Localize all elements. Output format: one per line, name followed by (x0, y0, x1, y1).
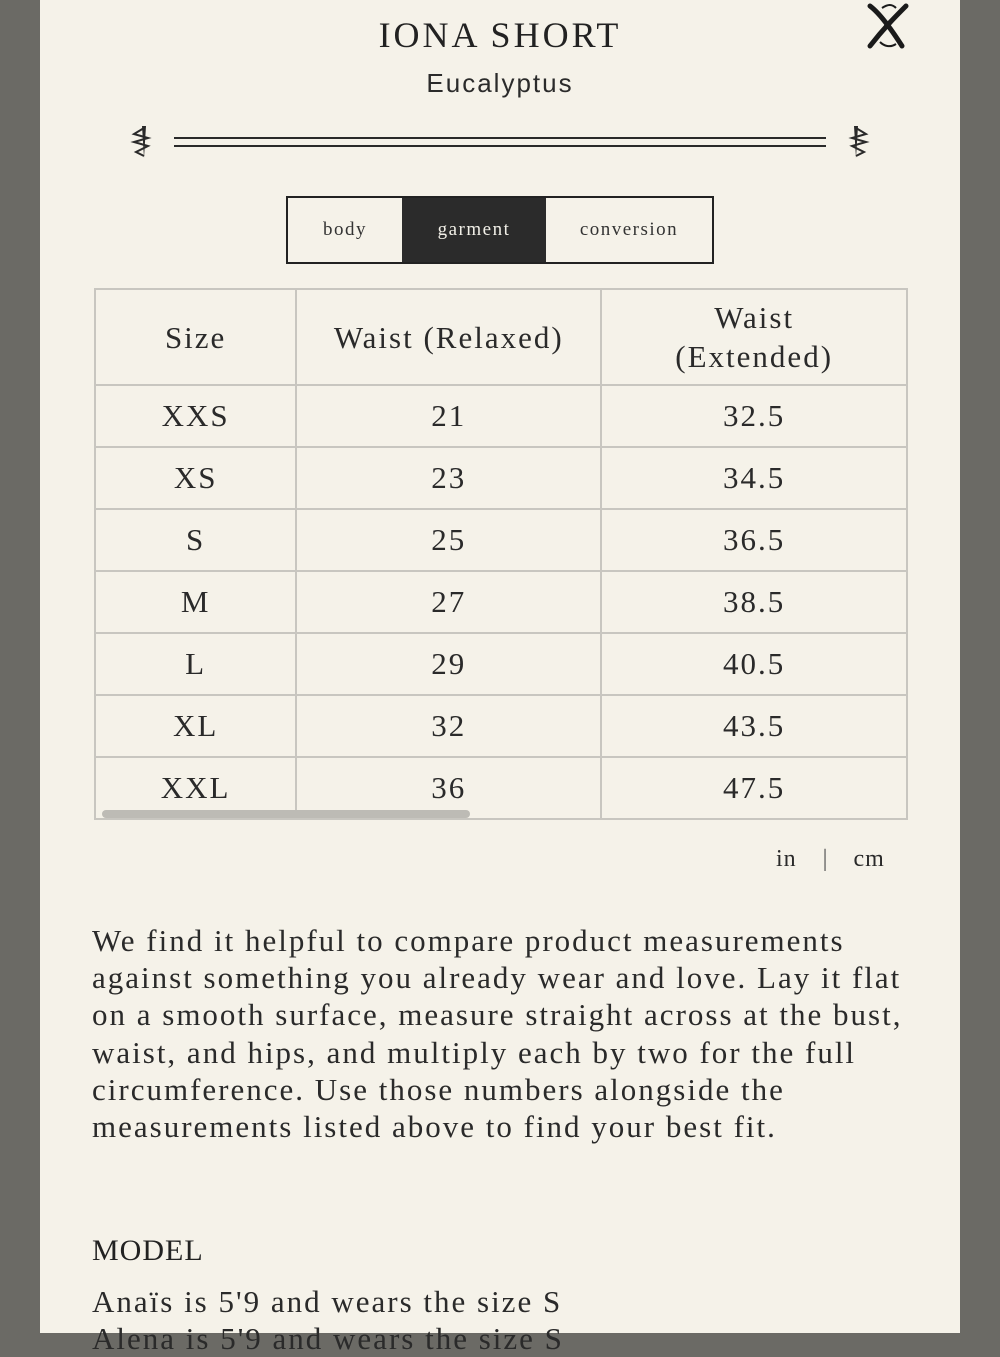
cell-waist-relaxed: 21 (296, 385, 601, 447)
cell-waist-relaxed: 29 (296, 633, 601, 695)
header-waist-extended: Waist (Extended) (601, 289, 907, 385)
cell-waist-extended: 36.5 (601, 509, 907, 571)
cell-size: L (95, 633, 296, 695)
size-table (94, 288, 908, 820)
cell-size: XXL (95, 757, 296, 819)
size-guide-panel (40, 0, 960, 1356)
tab-body[interactable]: body (323, 219, 367, 240)
cell-waist-relaxed: 32 (296, 695, 601, 757)
table-row (95, 385, 907, 447)
size-guide-tabs (286, 196, 714, 264)
tab-garment[interactable]: garment (402, 198, 546, 262)
cell-waist-relaxed: 25 (296, 509, 601, 571)
unit-centimeters[interactable]: cm (853, 846, 885, 872)
unit-separator: | (822, 846, 828, 872)
table-horizontal-scrollbar[interactable] (102, 810, 470, 818)
tab-conversion[interactable]: conversion (579, 219, 679, 240)
table-row (95, 571, 907, 633)
cell-waist-extended: 32.5 (601, 385, 907, 447)
table-row (95, 447, 907, 509)
ornamental-divider (130, 124, 870, 160)
header-size: Size (95, 289, 296, 385)
measurement-help-text: We find it helpful to compare product measurements against something you already wear and love. Lay it flat on a smooth surface, measure straight across at the bust, waist, and hips, and multiply each by two for the full circumference. Use those numbers alongside the measurements listed above to find your best fit. (92, 923, 903, 1145)
model-info-line: Anaïs is 5'9 and wears the size S (92, 1284, 563, 1319)
header-waist-relaxed: Waist (Relaxed) (296, 289, 601, 385)
size-table-container[interactable] (94, 288, 908, 822)
cell-size: XL (95, 695, 296, 757)
cell-size: M (95, 571, 296, 633)
unit-toggle (776, 846, 885, 873)
cell-waist-extended: 34.5 (601, 447, 907, 509)
unit-inches[interactable]: in (776, 846, 797, 872)
cell-waist-extended: 40.5 (601, 633, 907, 695)
close-button[interactable] (862, 2, 912, 50)
cell-waist-extended: 47.5 (601, 757, 907, 819)
product-color: Eucalyptus (426, 68, 574, 98)
cell-waist-relaxed: 36 (296, 757, 601, 819)
cell-waist-extended: 38.5 (601, 571, 907, 633)
product-title: IONA SHORT (378, 15, 622, 55)
cell-waist-relaxed: 27 (296, 571, 601, 633)
cell-waist-relaxed: 23 (296, 447, 601, 509)
cell-size: XS (95, 447, 296, 509)
model-info-line: Alena is 5'9 and wears the size S (92, 1321, 564, 1356)
table-row (95, 695, 907, 757)
table-header-row (95, 289, 907, 385)
cell-size: S (95, 509, 296, 571)
cell-size: XXS (95, 385, 296, 447)
close-x-icon (862, 2, 912, 50)
model-heading: MODEL (92, 1234, 204, 1267)
cell-waist-extended: 43.5 (601, 695, 907, 757)
table-row (95, 633, 907, 695)
table-row (95, 509, 907, 571)
